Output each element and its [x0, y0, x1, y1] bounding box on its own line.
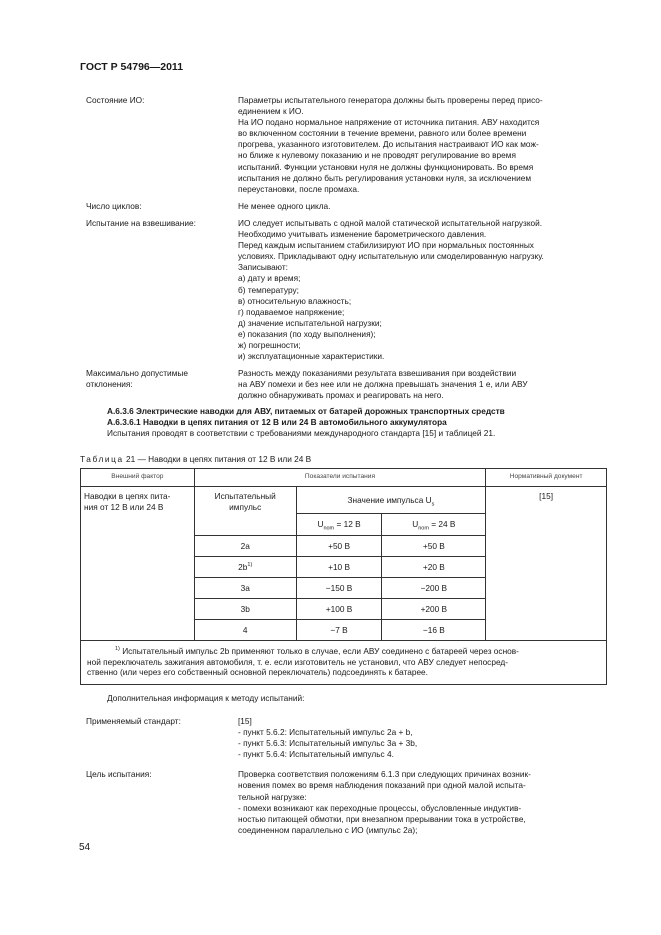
- cell-value-24v: +200 В: [382, 599, 486, 620]
- table-caption: [80, 454, 311, 464]
- definition-term: Максимально допустимые: [86, 368, 188, 379]
- definition-line: единением к ИО.: [238, 106, 304, 117]
- definition-line: Не менее одного цикла.: [238, 200, 331, 211]
- definition-line: б) температуру;: [238, 284, 299, 295]
- definition-line: испытания не должно быть регулирования установки нуля, за исключением: [238, 172, 532, 183]
- cell-pulse: 3b: [194, 599, 296, 620]
- footnote-marker: 1): [247, 561, 253, 568]
- definition-line: На ИО подано нормальное напряжение от источника питания. АВУ находится: [238, 117, 540, 128]
- definition-line: ностью питающей обмотки, при внезапном прерывании тока в устройстве,: [238, 813, 526, 824]
- section-heading: А.6.3.6 Электрические наводки для АВУ, питаемых от батарей дорожных транспортных средств: [107, 406, 505, 416]
- table-21: [80, 468, 607, 685]
- definition-row: [86, 769, 616, 836]
- table-caption-word: Таблица: [80, 454, 124, 464]
- definition-list-2: [86, 716, 616, 842]
- definition-row: [86, 218, 616, 362]
- definition-term: Применяемый стандарт:: [86, 716, 181, 726]
- cell-value-12v: +100 В: [296, 599, 382, 620]
- definition-term: Состояние ИО:: [86, 95, 145, 105]
- cell-pulse: 3a: [194, 578, 296, 599]
- definition-line: прогрева, указанного изготовителем. До испытания настраивают ИО как мож-: [238, 139, 539, 150]
- page-header-standard: ГОСТ Р 54796—2011: [80, 61, 184, 73]
- cell-unom-12: [296, 514, 382, 536]
- definition-line: Записывают:: [238, 262, 288, 273]
- definition-line: в) относительную влажность;: [238, 295, 352, 306]
- factor-line: ния от 12 В или 24 В: [84, 501, 164, 512]
- definition-line: соединенном параллельно с ИО (импульс 2а);: [238, 824, 418, 835]
- definition-line: Проверка соответствия положениям 6.1.3 при следующих причинах возник-: [238, 769, 531, 780]
- cell-value-12v: +50 В: [296, 536, 382, 557]
- definition-line: на АВУ помехи и без нее или не должна превышать значения 1 e, или АВУ: [238, 379, 528, 390]
- definition-line: е) показания (по ходу выполнения);: [238, 328, 376, 339]
- unom-label: U: [412, 519, 419, 530]
- definition-line: - пункт 5.6.3: Испытательный импульс 3а + 3b,: [238, 738, 418, 749]
- cell-value-24v: −200 В: [382, 578, 486, 599]
- cell-pulse-header: [194, 487, 296, 536]
- definition-line: - помехи возникают как переходные процессы, обусловленные индуктив-: [238, 802, 522, 813]
- cell-pulse-value-header: [296, 487, 486, 514]
- definition-line: испытаний. Функции установки нуля не должны функционировать. Во время: [238, 161, 534, 172]
- footnote-line: ственно (или через его собственный основной переключатель) подсоединять к батарее.: [87, 667, 428, 677]
- table-footnote-row: [81, 641, 607, 685]
- definition-line: - пункт 5.6.4: Испытательный импульс 4.: [238, 749, 394, 760]
- header-normative-document: Нормативный документ: [486, 469, 607, 487]
- cell-pulse: 4: [194, 620, 296, 641]
- unom-label: U: [317, 519, 324, 530]
- footnote-marker: 1): [115, 646, 120, 653]
- header-external-factor: Внешний фактор: [81, 469, 195, 487]
- definition-line: Перед каждым испытанием стабилизируют ИО при нормальных постоянных: [238, 240, 534, 251]
- cell-external-factor: [81, 487, 195, 641]
- cell-value-24v: −16 В: [382, 620, 486, 641]
- definition-line: ж) погрешности;: [238, 339, 301, 350]
- pulse-value-label: Значение импульса U: [347, 494, 432, 505]
- cell-unom-24: [382, 514, 486, 536]
- cell-value-24v: +20 В: [382, 557, 486, 578]
- pulse-value-subscript: s: [431, 501, 435, 508]
- pulse-id: 2b: [238, 561, 248, 572]
- definition-row: [86, 201, 616, 212]
- definition-line: Разность между показаниями результата взвешивания при воздействии: [238, 368, 517, 379]
- definition-line: должно обнаруживать промах и реагировать на него.: [238, 390, 444, 401]
- definition-line: Параметры испытательного генератора должны быть проверены перед присо-: [238, 95, 543, 105]
- definition-line: г) подаваемое напряжение;: [238, 306, 345, 317]
- definition-line: - пункт 5.6.2: Испытательный импульс 2а + b,: [238, 727, 413, 738]
- cell-pulse: 2a: [194, 536, 296, 557]
- definition-term: отклонения:: [86, 379, 133, 390]
- definition-row: [86, 95, 616, 195]
- page-number: 54: [79, 842, 91, 853]
- cell-normative-ref: [15]: [486, 487, 607, 641]
- table-footnote: [81, 641, 607, 685]
- definition-line: новения помех во время наблюдения показаний при одной малой испыта-: [238, 780, 526, 791]
- cell-value-24v: +50 В: [382, 536, 486, 557]
- definition-line: а) дату и время;: [238, 273, 301, 284]
- unom-12-value: = 12 В: [334, 519, 361, 530]
- table-header-row: [81, 469, 607, 487]
- header-test-parameters: Показатели испытания: [194, 469, 485, 487]
- table-row: [81, 487, 607, 514]
- subsection-heading: А.6.3.6.1 Наводки в цепях питания от 12 В или 24 В автомобильного аккумулятора: [107, 417, 447, 428]
- footnote-line: ной переключатель зажигания автомобиля, т. е. если изготовитель не установил, что АВУ следует непосред-: [87, 656, 508, 667]
- section-text: Испытания проводят в соответствии с требованиями международного стандарта [15] и таблицей 21.: [107, 428, 496, 439]
- definition-list-1: [86, 95, 616, 407]
- definition-line: но ближе к нулевому показанию и не проводят регулирование во время: [238, 150, 516, 161]
- additional-info-heading: Дополнительная информация к методу испытаний:: [107, 693, 305, 703]
- definition-line: переустановки, после промаха.: [238, 183, 360, 194]
- definition-line: во включенном состоянии в течение времени, равного или более времени: [238, 128, 527, 139]
- definition-term: Испытание на взвешивание:: [86, 217, 196, 228]
- definition-term: Число циклов:: [86, 200, 142, 211]
- definition-line: д) значение испытательной нагрузки;: [238, 317, 382, 328]
- cell-value-12v: −7 В: [296, 620, 382, 641]
- cell-pulse: [194, 557, 296, 578]
- definition-line: Необходимо учитывать изменение барометрического давления.: [238, 229, 487, 240]
- definition-row: [86, 716, 616, 760]
- definition-line: условиях. Прикладывают одну испытательную или смоделированную нагрузку.: [238, 251, 544, 262]
- unom-subscript: nom: [323, 525, 335, 532]
- table-caption-title: 21 — Наводки в цепях питания от 12 В или 24 В: [123, 454, 312, 464]
- factor-line: Наводки в цепях пита-: [84, 491, 171, 501]
- unom-subscript: nom: [418, 525, 429, 532]
- unom-24-value: = 24 В: [428, 519, 456, 530]
- footnote-line: Испытательный импульс 2b применяют только в случае, если АВУ соединено с батареей через основ-: [119, 646, 519, 656]
- pulse-header-line: импульс: [229, 501, 262, 512]
- section-a636: [107, 406, 607, 440]
- definition-line: [15]: [238, 716, 252, 726]
- definition-term: Цель испытания:: [86, 769, 152, 780]
- definition-line: тельной нагрузке:: [238, 791, 307, 802]
- cell-value-12v: +10 В: [296, 557, 382, 578]
- pulse-header-line: Испытательный: [214, 491, 276, 501]
- cell-value-12v: −150 В: [296, 578, 382, 599]
- definition-line: ИО следует испытывать с одной малой статической испытательной нагрузкой.: [238, 217, 543, 228]
- definition-row: [86, 368, 616, 401]
- definition-line: и) эксплуатационные характеристики.: [238, 351, 385, 362]
